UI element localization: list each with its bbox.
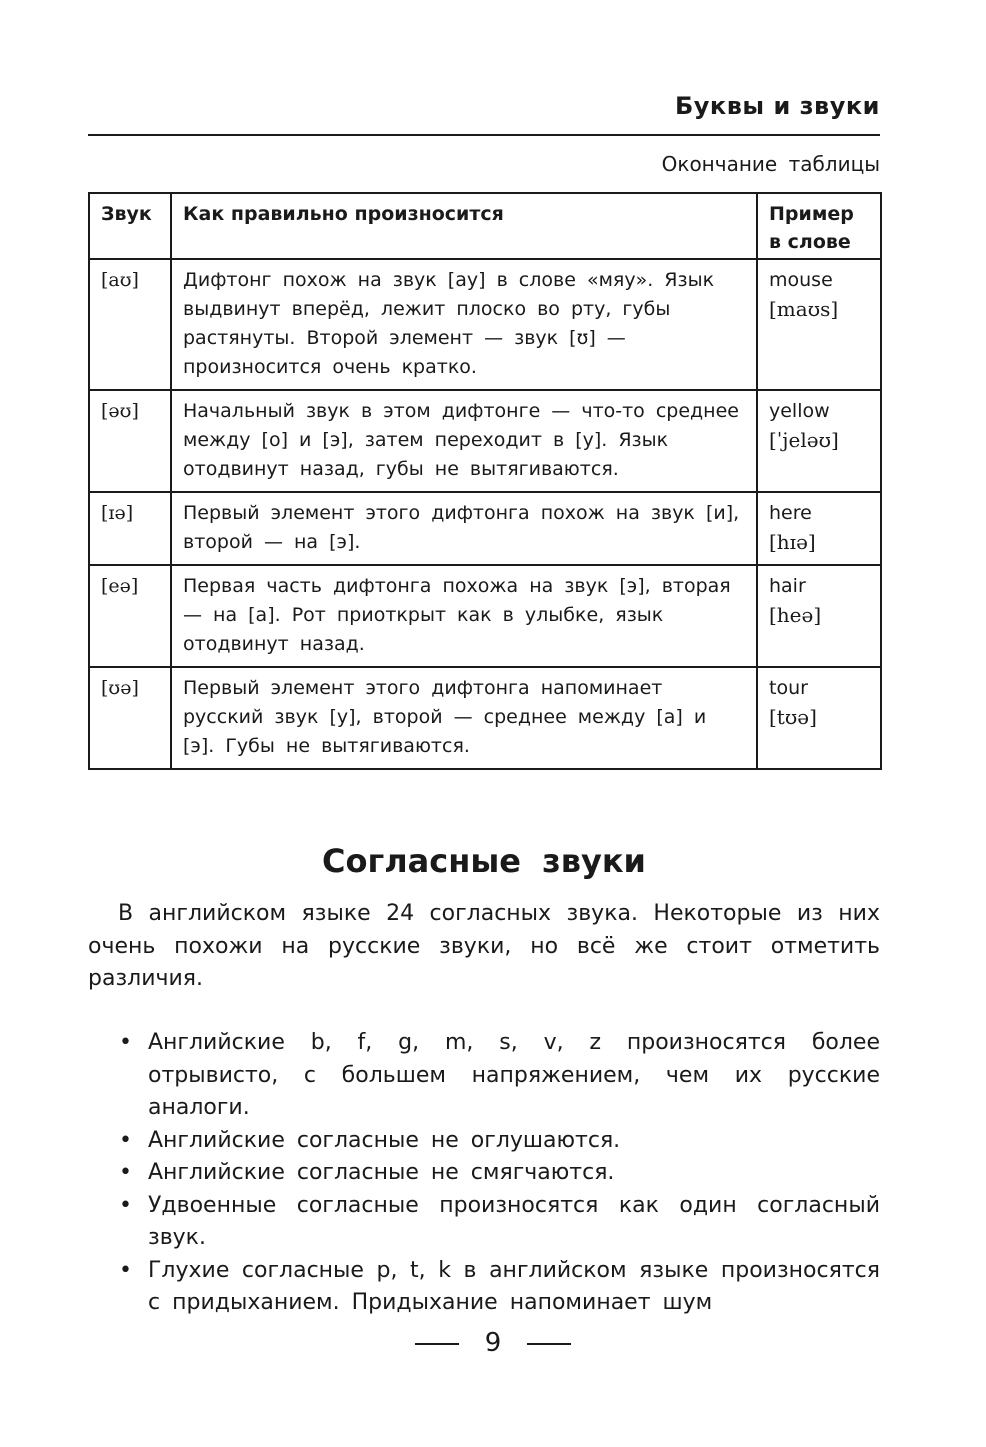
bullet-icon: •	[119, 1192, 132, 1218]
list-item	[88, 1255, 880, 1320]
bullet-icon: •	[119, 1030, 132, 1055]
example-cell	[757, 390, 881, 492]
section-title: Согласные звуки	[322, 842, 646, 880]
column-header-example: Пример в слове	[757, 193, 881, 259]
intro-paragraph: В английском языке 24 согласных звука. Некоторые из них очень похожи на русские звуки, но всё же стоит отметить различия.	[88, 901, 880, 991]
folio-dash-left	[415, 1343, 459, 1345]
list-item	[88, 1157, 880, 1190]
sound-cell: [ʊə]	[89, 667, 171, 769]
list-item-text: Английские b, f, g, m, s, v, z произносятся более отрывисто, с большем напряжением, чем их русские аналоги.	[148, 1030, 880, 1120]
table-header-row	[89, 193, 881, 259]
sound-cell: [əʊ]	[89, 390, 171, 492]
example-cell	[757, 259, 881, 390]
column-header-pronunciation: Как правильно произносится	[171, 193, 757, 259]
header-rule	[88, 134, 880, 136]
list-item-text: Английские согласные не оглушаются.	[148, 1127, 621, 1153]
table-row	[89, 390, 881, 492]
example-transcription: [hɪə]	[769, 530, 816, 554]
example-transcription: [heə]	[769, 603, 822, 627]
example-word: mouse	[769, 269, 833, 291]
description-cell: Первый элемент этого дифтонга напоминает русский звук [у], второй — среднее между [а] и [э]. Губы не вытягиваются.	[171, 667, 757, 769]
sound-cell: [aʊ]	[89, 259, 171, 390]
diphthongs-table	[88, 192, 882, 770]
list-item-text: Удвоенные согласные произносятся как один согласный звук.	[148, 1192, 880, 1250]
table-row	[89, 667, 881, 769]
example-transcription: [ˈjeləʊ]	[769, 428, 839, 452]
list-item-text: Глухие согласные p, t, k в английском языке произносятся с придыханием. Придыхание напоминает шум	[148, 1257, 880, 1315]
list-item-text: Английские согласные не смягчаются.	[148, 1160, 615, 1185]
running-title: Буквы и звуки	[674, 92, 880, 120]
example-word: tour	[769, 677, 808, 699]
example-word: yellow	[769, 400, 830, 422]
list-item	[88, 1125, 880, 1158]
page-footer	[0, 1328, 986, 1358]
example-transcription: [tʊə]	[769, 705, 817, 729]
description-cell: Начальный звук в этом дифтонге — что-то среднее между [о] и [э], затем переходит в [у]. Язык отодвинут назад, губы не вытягиваются.	[171, 390, 757, 492]
sound-cell: [ɪə]	[89, 492, 171, 565]
table-row	[89, 492, 881, 565]
description-cell: Первый элемент этого дифтонга похож на звук [и], второй — на [э].	[171, 492, 757, 565]
list-item	[88, 1027, 880, 1125]
table-row	[89, 259, 881, 390]
sound-cell: [eə]	[89, 565, 171, 667]
list-item	[88, 1190, 880, 1255]
example-cell	[757, 565, 881, 667]
description-cell: Дифтонг похож на звук [ау] в слове «мяу». Язык выдвинут вперёд, лежит плоско во рту, губы растянуты. Второй элемент — звук [ʊ] — произносится очень кратко.	[171, 259, 757, 390]
bullet-icon: •	[119, 1127, 132, 1153]
example-cell	[757, 667, 881, 769]
bullet-icon: •	[119, 1160, 132, 1185]
bullet-icon: •	[119, 1257, 132, 1283]
page-number: 9	[484, 1328, 502, 1358]
consonant-rules-list	[88, 1027, 880, 1320]
folio-dash-right	[527, 1343, 571, 1345]
table-caption: Окончание таблицы	[661, 152, 880, 176]
example-word: hair	[769, 575, 806, 597]
table-row	[89, 565, 881, 667]
column-header-sound: Звук	[89, 193, 171, 259]
example-word: here	[769, 502, 812, 524]
example-cell	[757, 492, 881, 565]
description-cell: Первая часть дифтонга похожа на звук [э], вторая — на [а]. Рот приоткрыт как в улыбке, язык отодвинут назад.	[171, 565, 757, 667]
example-transcription: [maʊs]	[769, 297, 839, 321]
